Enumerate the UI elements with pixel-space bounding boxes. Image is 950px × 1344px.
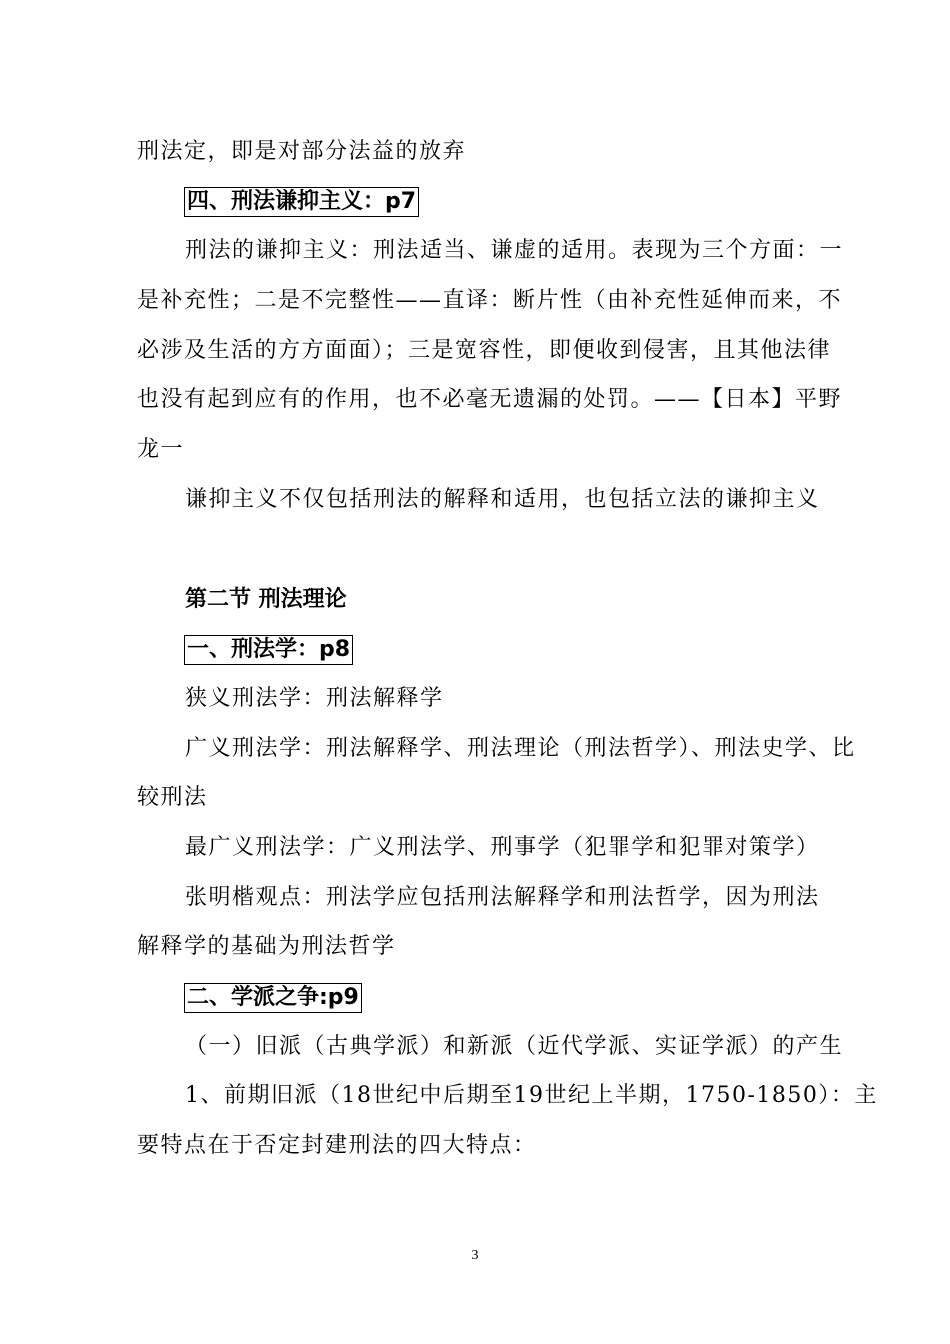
text-line: 刑法的谦抑主义：刑法适当、谦虚的适用。表现为三个方面：一 [185,238,844,263]
boxed-heading: 四、刑法谦抑主义：p7 [184,187,419,217]
text-line: 较刑法 [137,785,208,810]
text-line: 最广义刑法学：广义刑法学、刑事学（犯罪学和犯罪对策学） [185,835,820,860]
section-heading: 第二节 刑法理论 [185,587,347,612]
text-line: 也没有起到应有的作用，也不必毫无遗漏的处罚。——【日本】平野 [137,387,843,412]
text-line: 1、前期旧派（18世纪中后期至19世纪上半期，1750-1850）：主 [185,1083,878,1108]
text-line: 广义刑法学：刑法解释学、刑法理论（刑法哲学）、刑法史学、比 [185,736,856,761]
text-line: 张明楷观点：刑法学应包括刑法解释学和刑法哲学，因为刑法 [185,885,820,910]
boxed-heading: 二、学派之争:p9 [184,983,362,1013]
text-line: 是补充性；二是不完整性——直译：断片性（由补充性延伸而来，不 [137,288,843,313]
text-line: 狭义刑法学：刑法解释学 [185,686,444,711]
text-line: 要特点在于否定封建刑法的四大特点： [137,1133,537,1158]
text-line: 龙一 [137,437,185,462]
text-line: 解释学的基础为刑法哲学 [137,934,396,959]
text-line: （一）旧派（古典学派）和新派（近代学派、实证学派）的产生 [185,1034,844,1059]
text-line: 刑法定，即是对部分法益的放弃 [137,139,467,164]
text-line: 谦抑主义不仅包括刑法的解释和适用，也包括立法的谦抑主义 [185,487,820,512]
text-line: 必涉及生活的方方面面）；三是宽容性，即便收到侵害，且其他法律 [137,338,832,363]
page-number: 3 [471,1248,479,1263]
boxed-heading: 一、刑法学：p8 [184,635,353,665]
